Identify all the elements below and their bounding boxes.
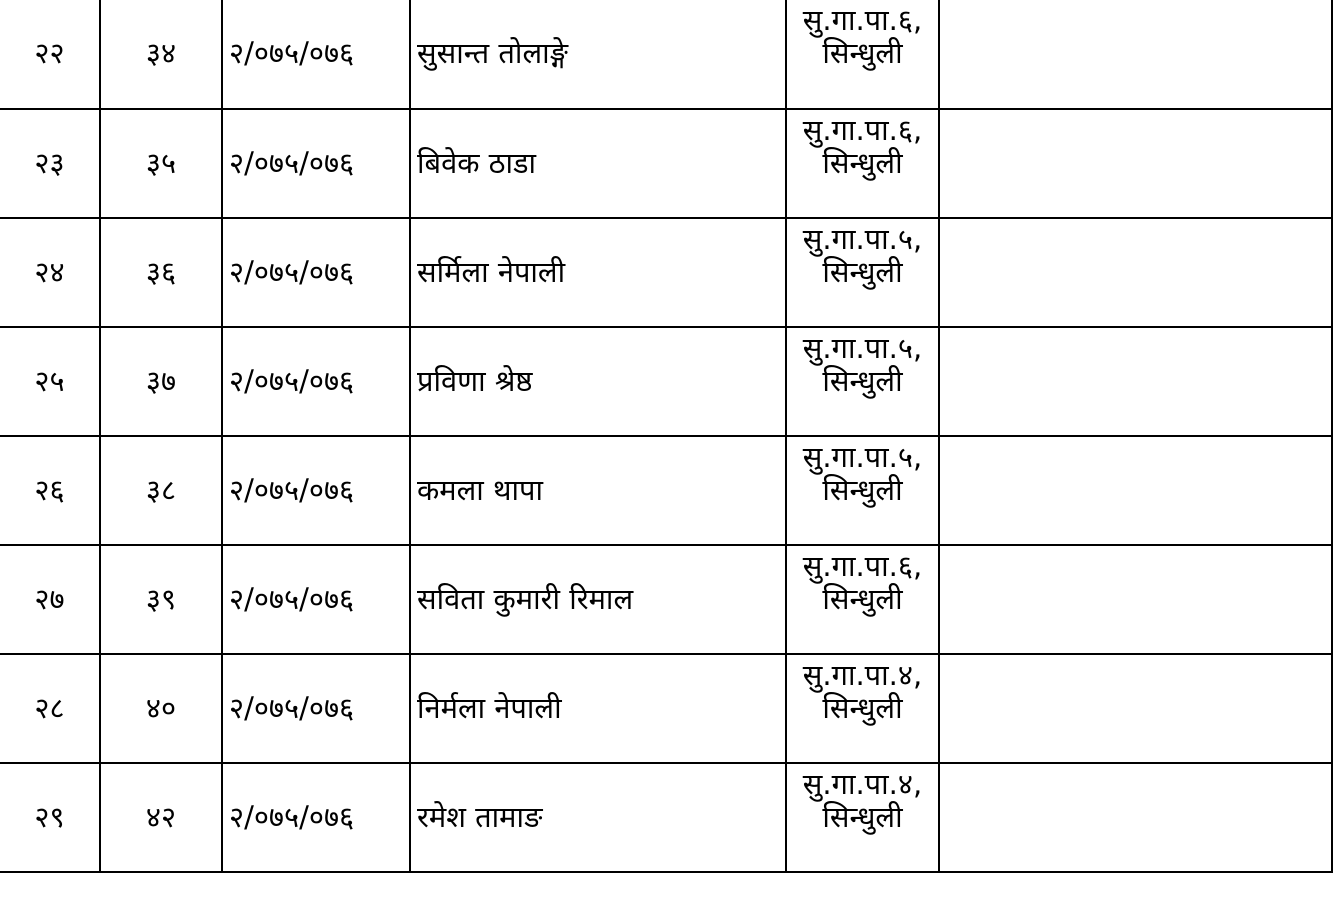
address-ward: सु.गा.पा.५, — [802, 222, 923, 256]
remarks-cell — [939, 545, 1332, 654]
roll-number-cell: ३६ — [100, 218, 222, 327]
session-cell: २/०७५/०७६ — [222, 0, 410, 109]
address-district: सिन्धुली — [822, 473, 903, 508]
remarks-cell — [939, 654, 1332, 763]
roll-number-cell: ४२ — [100, 763, 222, 872]
table-row — [0, 654, 1332, 763]
roll-number-cell: ३८ — [100, 436, 222, 545]
name-cell: निर्मला नेपाली — [410, 654, 786, 763]
roll-number-cell: ४० — [100, 654, 222, 763]
serial-number-cell: २८ — [0, 654, 100, 763]
roll-number-cell: ३७ — [100, 327, 222, 436]
serial-number-cell: २३ — [0, 109, 100, 218]
address-cell — [786, 763, 939, 872]
name-cell: सुसान्त तोलाङ्गे — [410, 0, 786, 109]
name-cell: प्रविणा श्रेष्ठ — [410, 327, 786, 436]
session-cell: २/०७५/०७६ — [222, 327, 410, 436]
table-row — [0, 436, 1332, 545]
address-ward: सु.गा.पा.६, — [802, 549, 923, 583]
table-row — [0, 763, 1332, 872]
roll-number-cell: ३४ — [100, 0, 222, 109]
table-row — [0, 0, 1332, 109]
table-row — [0, 327, 1332, 436]
address-cell — [786, 218, 939, 327]
address-district: सिन्धुली — [822, 146, 903, 181]
address-district: सिन्धुली — [822, 691, 903, 726]
remarks-cell — [939, 436, 1332, 545]
remarks-cell — [939, 327, 1332, 436]
session-cell: २/०७५/०७६ — [222, 109, 410, 218]
address-district: सिन्धुली — [822, 255, 903, 290]
address-cell — [786, 654, 939, 763]
remarks-cell — [939, 218, 1332, 327]
address-ward: सु.गा.पा.६, — [802, 3, 923, 37]
name-cell: रमेश तामाङ — [410, 763, 786, 872]
serial-number-cell: २७ — [0, 545, 100, 654]
table-row — [0, 109, 1332, 218]
serial-number-cell: २२ — [0, 0, 100, 109]
serial-number-cell: २५ — [0, 327, 100, 436]
serial-number-cell: २९ — [0, 763, 100, 872]
address-ward: सु.गा.पा.४, — [802, 658, 923, 692]
address-district: सिन्धुली — [822, 800, 903, 835]
session-cell: २/०७५/०७६ — [222, 654, 410, 763]
address-ward: सु.गा.पा.४, — [802, 767, 923, 801]
address-district: सिन्धुली — [822, 36, 903, 71]
address-cell — [786, 109, 939, 218]
session-cell: २/०७५/०७६ — [222, 218, 410, 327]
serial-number-cell: २६ — [0, 436, 100, 545]
address-cell — [786, 545, 939, 654]
table-row — [0, 218, 1332, 327]
address-district: सिन्धुली — [822, 364, 903, 399]
address-ward: सु.गा.पा.५, — [802, 331, 923, 365]
session-cell: २/०७५/०७६ — [222, 545, 410, 654]
remarks-cell — [939, 763, 1332, 872]
address-ward: सु.गा.पा.५, — [802, 440, 923, 474]
name-cell: सविता कुमारी रिमाल — [410, 545, 786, 654]
address-cell — [786, 436, 939, 545]
serial-number-cell: २४ — [0, 218, 100, 327]
address-district: सिन्धुली — [822, 582, 903, 617]
roll-number-cell: ३९ — [100, 545, 222, 654]
session-cell: २/०७५/०७६ — [222, 763, 410, 872]
address-ward: सु.गा.पा.६, — [802, 113, 923, 147]
name-cell: कमला थापा — [410, 436, 786, 545]
name-cell: बिवेक ठाडा — [410, 109, 786, 218]
table-row — [0, 545, 1332, 654]
remarks-cell — [939, 0, 1332, 109]
name-cell: सर्मिला नेपाली — [410, 218, 786, 327]
remarks-cell — [939, 109, 1332, 218]
address-cell — [786, 0, 939, 109]
address-cell — [786, 327, 939, 436]
roll-number-cell: ३५ — [100, 109, 222, 218]
session-cell: २/०७५/०७६ — [222, 436, 410, 545]
